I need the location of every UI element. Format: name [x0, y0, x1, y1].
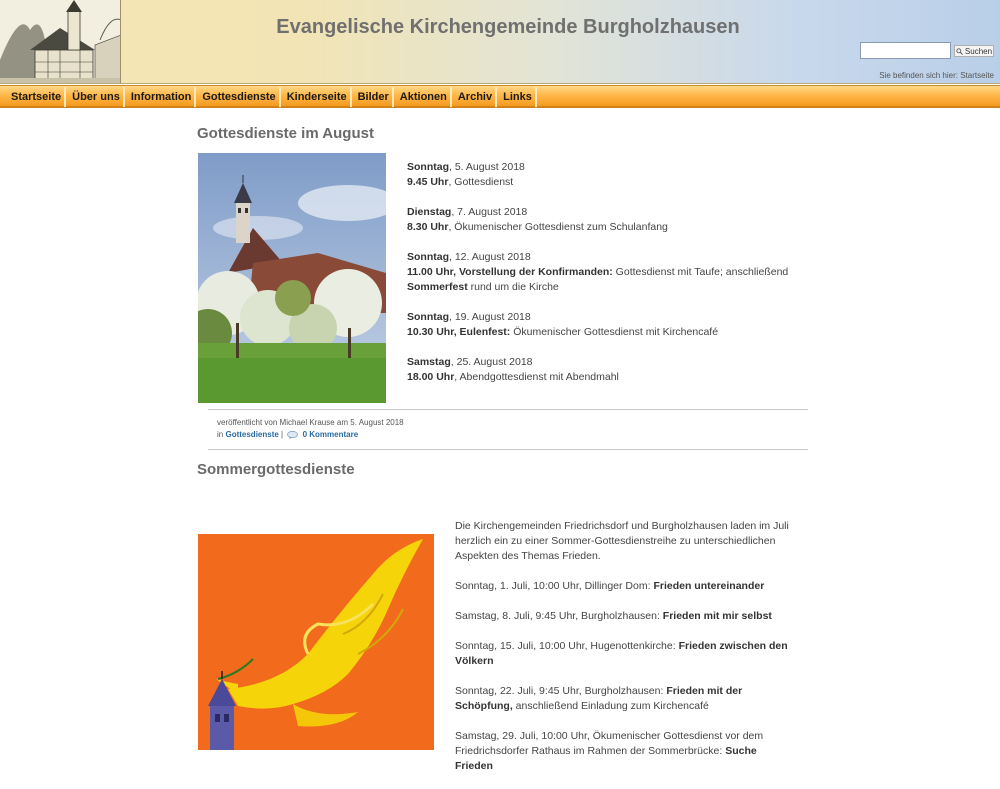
main-nav — [0, 85, 1000, 108]
article-divider — [208, 409, 808, 410]
comments-link[interactable]: 0 Kommentare — [302, 430, 359, 439]
article-divider — [208, 449, 808, 450]
search-button[interactable] — [954, 45, 994, 57]
schedule-entry: Samstag, 25. August 2018 18.00 Uhr, Abendgottesdienst mit Abendmahl — [407, 356, 619, 383]
schedule-entry: Sonntag, 5. August 2018 9.45 Uhr, Gottesdienst — [407, 161, 525, 188]
meta-in: in — [217, 430, 224, 439]
breadcrumb-prefix: Sie befinden sich hier: — [879, 71, 958, 80]
meta-published: veröffentlicht von Michael Krause am 5. August 2018 — [217, 418, 404, 427]
peace-dove-image[interactable] — [198, 534, 434, 750]
article1-body — [407, 160, 797, 400]
schedule-entry: Sonntag, 19. August 2018 10.30 Uhr, Eulenfest: Ökumenischer Gottesdienst mit Kirchencafé — [407, 311, 719, 338]
peace-dove-graphic — [198, 534, 434, 750]
nav-item-information[interactable]: Information — [125, 87, 197, 107]
comment-icon[interactable] — [287, 431, 298, 439]
nav-item-bilder[interactable]: Bilder — [352, 87, 394, 107]
nav-item-aktionen[interactable]: Aktionen — [394, 87, 452, 107]
nav-item-archiv[interactable]: Archiv — [452, 87, 497, 107]
nav-item-kinderseite[interactable]: Kinderseite — [281, 87, 352, 107]
schedule-entry: Sonntag, 15. Juli, 10:00 Uhr, Hugenottenkirche: Frieden zwischen den Völkern — [455, 640, 788, 667]
category-link[interactable]: Gottesdienste — [225, 430, 279, 439]
church-photo[interactable] — [198, 153, 386, 403]
breadcrumb — [879, 71, 994, 80]
schedule-entry: Dienstag, 7. August 2018 8.30 Uhr, Ökumenischer Gottesdienst zum Schulanfang — [407, 206, 668, 233]
article2-body — [455, 519, 795, 789]
schedule-entry: Samstag, 29. Juli, 10:00 Uhr, Ökumenischer Gottesdienst vor dem Friedrichsdorfer Rathaus im Rahmen der Sommerbrücke: Suche Frieden — [455, 730, 764, 772]
nav-item-links[interactable]: Links — [497, 87, 537, 107]
breadcrumb-current[interactable]: Startseite — [960, 71, 994, 80]
schedule-entry: Sonntag, 12. August 2018 11.00 Uhr, Vorstellung der Konfirmanden: Gottesdienst mit Taufe; anschließend Sommerfest rund um die Kirche — [407, 251, 789, 293]
meta-separator: | — [281, 430, 284, 439]
nav-item-gottesdienste[interactable]: Gottesdienste — [196, 87, 280, 107]
site-header — [0, 0, 1000, 84]
article-title-sommergottesdienste[interactable]: Sommergottesdienste — [197, 461, 355, 478]
nav-item-startseite[interactable]: Startseite — [5, 87, 66, 107]
search-input[interactable] — [860, 42, 951, 59]
church-photo-image — [198, 153, 386, 403]
article-title-gottesdienste-august[interactable]: Gottesdienste im August — [197, 125, 374, 142]
article2-intro: Die Kirchengemeinden Friedrichsdorf und Burgholzhausen laden im Juli herzlich ein zu einer Sommer-Gottesdienstreihe zu unterschiedlichen Aspekten des Themas Frieden. — [455, 520, 789, 562]
schedule-entry: Sonntag, 1. Juli, 10:00 Uhr, Dillinger Dom: Frieden untereinander — [455, 580, 765, 592]
site-title: Evangelische Kirchengemeinde Burgholzhausen — [276, 16, 740, 38]
search-button-label: Suchen — [964, 46, 993, 56]
schedule-entry: Samstag, 8. Juli, 9:45 Uhr, Burgholzhausen: Frieden mit mir selbst — [455, 610, 772, 622]
site-logo[interactable] — [0, 0, 121, 83]
article-meta — [217, 417, 404, 441]
search-icon — [956, 48, 963, 55]
nav-items — [5, 87, 537, 107]
nav-item-ueber-uns[interactable]: Über uns — [66, 87, 125, 107]
village-drawing — [0, 0, 121, 83]
schedule-entry: Sonntag, 22. Juli, 9:45 Uhr, Burgholzhausen: Frieden mit der Schöpfung, anschließend Einladung zum Kirchencafé — [455, 685, 743, 712]
